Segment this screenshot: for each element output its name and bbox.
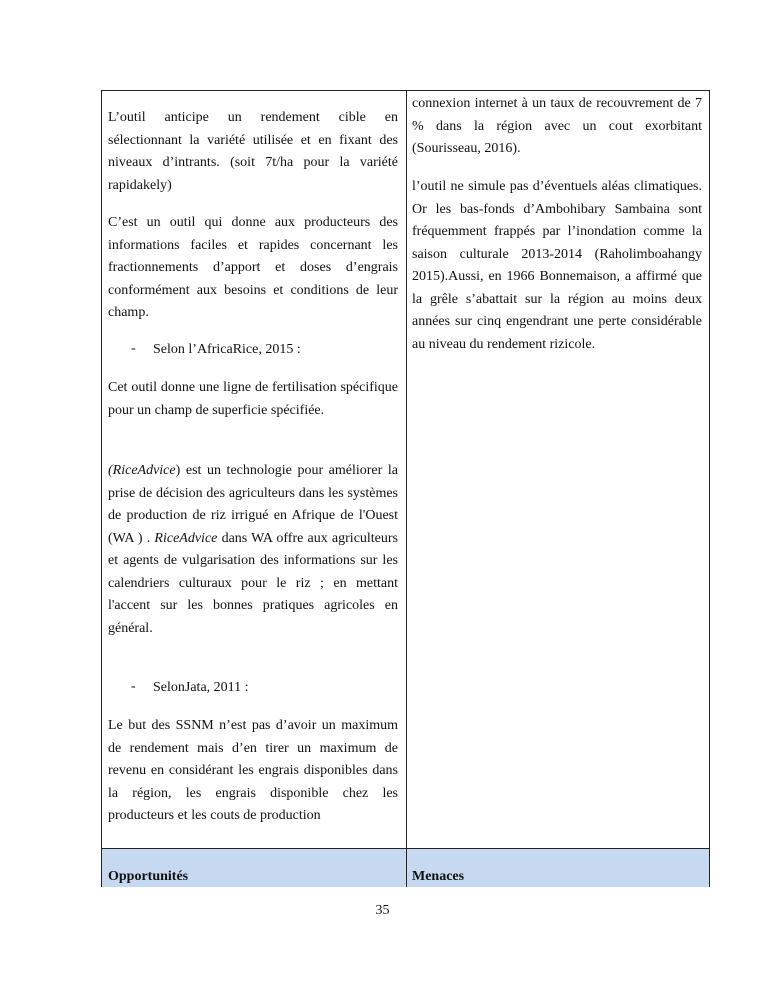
page-number: 35 xyxy=(375,903,390,918)
bullet-dash-2: - xyxy=(131,679,136,694)
swot-table xyxy=(101,90,710,887)
riceadvice-term: (RiceAdvice xyxy=(108,463,176,478)
right-paragraph-2: l’outil ne simule pas d’éventuels aléas climatiques. Or les bas-fonds d’Ambohibary Sambaina sont fréquemment frappés par l’inondation comme la saison culturale 2013-2014 (Raholimboahangy 2015).Aussi, en 1966 Bonnemaison, a affirmé que la grêle s’abattait sur la région au moins deux années sur cinq engendrant une perte considérable au niveau du rendement rizicole. xyxy=(412,179,702,352)
right-paragraph-1: connexion internet à un taux de recouvrement de 7 % dans la région avec un cout exorbitant (Sourisseau, 2016). xyxy=(412,96,702,156)
left-paragraph-4: (RiceAdvice) est un technologie pour améliorer la prise de décision des agriculteurs dans les systèmes de production de riz irrigué en Afrique de l'Ouest (WA ) . RiceAdvice dans WA offre aux agriculteurs et agents de vulgarisation des informations sur les calendriers culturaux pour le riz ; en mettant l'accent sur les bonnes pratiques agricoles en général. xyxy=(108,463,399,636)
left-paragraph-3: Cet outil donne une ligne de fertilisation spécifique pour un champ de superficie spécifiée. xyxy=(108,380,398,418)
header-column-divider xyxy=(406,849,407,887)
column-divider xyxy=(406,91,407,886)
bullet-dash-1: - xyxy=(131,341,136,356)
header-menaces: Menaces xyxy=(412,869,465,884)
left-bullet-1: Selon l’AfricaRice, 2015 : xyxy=(153,342,301,357)
left-paragraph-1: L’outil anticipe un rendement cible en sélectionnant la variété utilisée et en fixant des niveaux d’intrants. (soit 7t/ha pour la variété rapidakely) xyxy=(108,110,398,193)
header-opportunites: Opportunités xyxy=(108,869,189,884)
table-header-row xyxy=(102,848,709,887)
riceadvice-term-2: RiceAdvice xyxy=(154,530,218,546)
left-paragraph-5: Le but des SSNM n’est pas d’avoir un maximum de rendement mais d’en tirer un maximum de revenu en considérant les engrais disponibles dans la région, les engrais disponible chez les producteurs et les couts de production xyxy=(108,718,398,823)
left-paragraph-2: C’est un outil qui donne aux producteurs des informations faciles et rapides concernant les fractionnements d’apport et doses d’engrais conformément aux besoins et conditions de leur champ. xyxy=(108,215,398,320)
left-bullet-2: SelonJata, 2011 : xyxy=(153,680,249,695)
